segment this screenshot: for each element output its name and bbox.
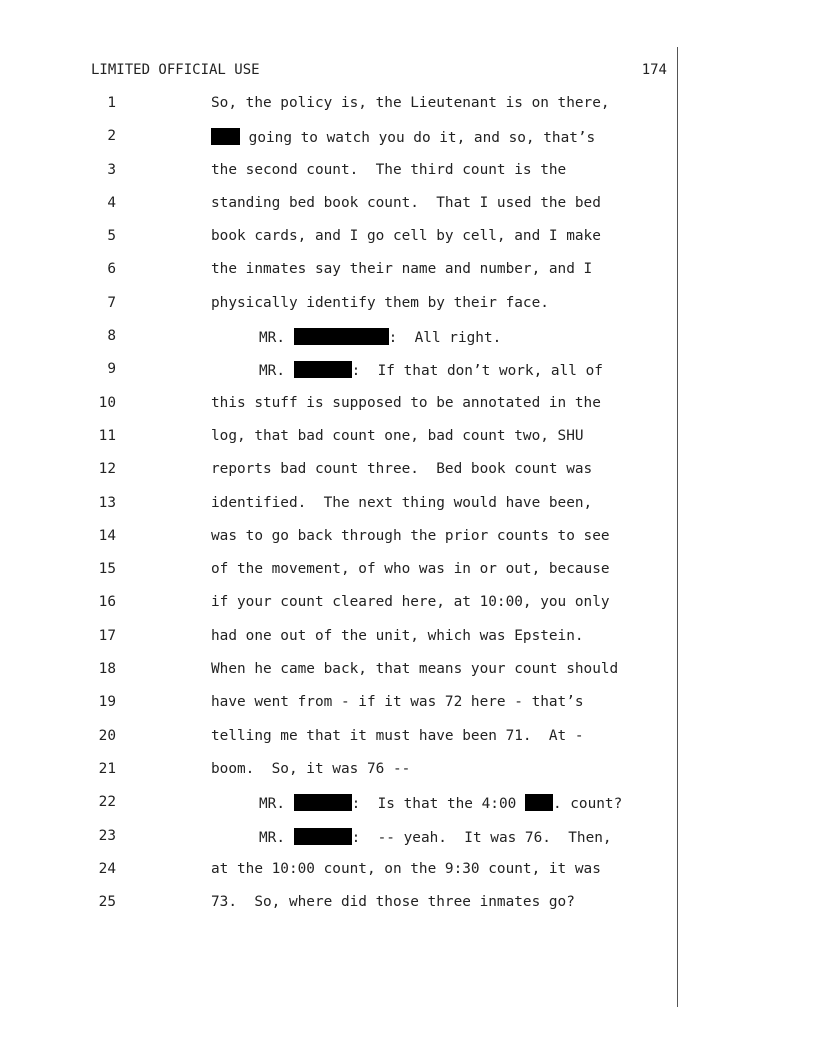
transcript-line [0, 761, 816, 794]
transcript-line [0, 894, 816, 927]
redaction-box [294, 328, 389, 345]
transcript-line [0, 728, 816, 761]
line-number: 8 [107, 328, 116, 345]
transcript-line [0, 495, 816, 528]
redaction-box [294, 828, 352, 845]
line-text: log, that bad count one, bad count two, SHU [211, 427, 584, 444]
transcript-body [0, 95, 816, 927]
classification-label: LIMITED OFFICIAL USE [91, 62, 260, 78]
line-number: 25 [98, 894, 116, 911]
transcript-line [0, 95, 816, 128]
line-text: the inmates say their name and number, and I [211, 261, 593, 278]
transcript-line [0, 228, 816, 261]
transcript-line [0, 128, 816, 161]
transcript-line [0, 361, 816, 394]
line-text: MR. : All right. [259, 330, 502, 347]
line-text: So, the policy is, the Lieutenant is on there, [211, 95, 610, 111]
line-number: 21 [98, 760, 116, 777]
line-number: 6 [107, 261, 116, 278]
line-number: 18 [98, 661, 116, 678]
transcript-line [0, 594, 816, 627]
transcript-line [0, 162, 816, 195]
transcript-line [0, 661, 816, 694]
line-text: boom. So, it was 76 -- [211, 760, 411, 777]
line-text: MR. : -- yeah. It was 76. Then, [259, 829, 612, 846]
line-number: 2 [107, 128, 116, 145]
line-text: standing bed book count. That I used the bed [211, 194, 601, 211]
transcript-line [0, 528, 816, 561]
line-number: 24 [98, 860, 116, 877]
line-number: 5 [107, 228, 116, 245]
line-number: 17 [98, 627, 116, 644]
line-number: 22 [98, 794, 116, 811]
redaction-box [525, 794, 553, 811]
transcript-line [0, 428, 816, 461]
transcript-line [0, 794, 816, 827]
line-text: 73. So, where did those three inmates go? [211, 894, 575, 911]
line-text: had one out of the unit, which was Epstein. [211, 627, 584, 644]
line-number: 20 [98, 727, 116, 744]
line-number: 10 [98, 394, 116, 411]
line-text: book cards, and I go cell by cell, and I make [211, 228, 601, 245]
transcript-line [0, 694, 816, 727]
line-text: of the movement, of who was in or out, because [211, 561, 610, 578]
redaction-box [294, 361, 352, 378]
transcript-line [0, 261, 816, 294]
line-text: When he came back, that means your count should [211, 661, 619, 678]
line-number: 16 [98, 594, 116, 611]
line-number: 7 [107, 294, 116, 311]
transcript-line [0, 561, 816, 594]
line-number: 9 [107, 361, 116, 378]
line-number: 4 [107, 194, 116, 211]
transcript-line [0, 628, 816, 661]
transcript-line [0, 195, 816, 228]
line-text: MR. : Is that the 4:00 . count? [259, 796, 623, 813]
transcript-line [0, 328, 816, 361]
line-text: identified. The next thing would have been, [211, 494, 593, 511]
line-text: the second count. The third count is the [211, 161, 567, 178]
line-number: 12 [98, 461, 116, 478]
line-text: MR. : If that don’t work, all of [259, 363, 603, 380]
line-text: telling me that it must have been 71. At - [211, 727, 584, 744]
transcript-line [0, 828, 816, 861]
transcript-line [0, 461, 816, 494]
transcript-line [0, 395, 816, 428]
line-text: physically identify them by their face. [211, 294, 549, 311]
line-number: 3 [107, 161, 116, 178]
page-number: 174 [641, 62, 667, 78]
line-text: if your count cleared here, at 10:00, you only [211, 594, 610, 611]
transcript-line [0, 861, 816, 894]
line-number: 1 [107, 95, 116, 111]
line-text: have went from - if it was 72 here - that’s [211, 694, 584, 711]
line-text: going to watch you do it, and so, that’s [211, 128, 595, 146]
line-number: 14 [98, 527, 116, 544]
page-header [91, 62, 667, 82]
line-text: at the 10:00 count, on the 9:30 count, it was [211, 860, 601, 877]
line-number: 13 [98, 494, 116, 511]
line-text: this stuff is supposed to be annotated in the [211, 394, 601, 411]
redaction-box [211, 128, 240, 145]
redaction-box [294, 794, 352, 811]
line-number: 11 [98, 427, 116, 444]
line-text: reports bad count three. Bed book count was [211, 461, 593, 478]
line-number: 19 [98, 694, 116, 711]
line-number: 15 [98, 561, 116, 578]
line-number: 23 [98, 827, 116, 844]
line-text: was to go back through the prior counts to see [211, 527, 610, 544]
transcript-line [0, 295, 816, 328]
